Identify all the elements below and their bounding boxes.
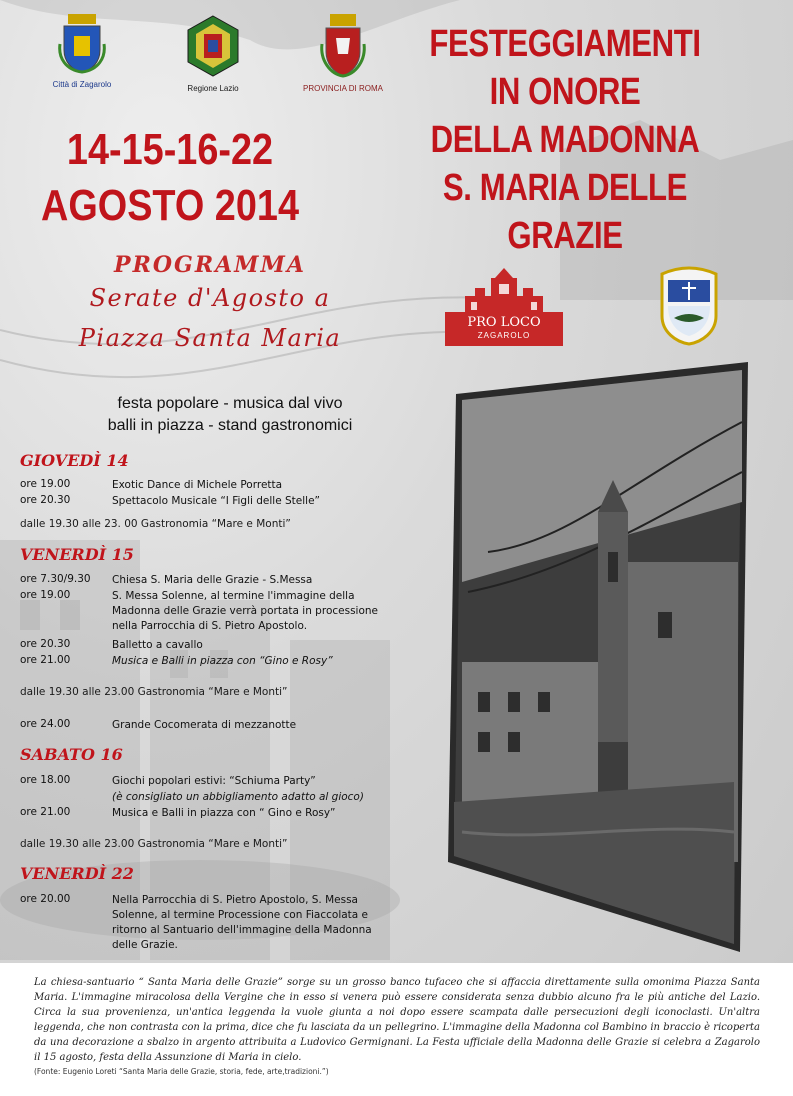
event-time: ore 7.30/9.30 <box>20 573 91 585</box>
footer-source: (Fonte: Eugenio Loreti “Santa Maria delle Grazie, storia, fede, arte,tradizioni.”) <box>34 1067 329 1076</box>
event-text: Balletto a cavallo <box>112 639 203 651</box>
event-time: ore 19.00 <box>20 478 71 490</box>
event-text: Grande Cocomerata di mezzanotte <box>112 719 297 731</box>
proloco-name: PRO LOCO <box>467 315 541 330</box>
event-text: Musica e Balli in piazza con “ Gino e Rosy” <box>112 807 336 819</box>
title-line-4: S. MARIA DELLE GRAZIE <box>442 167 688 257</box>
title-line-1: FESTEGGIAMENTI <box>429 23 701 65</box>
dates-line-2: AGOSTO 2014 <box>40 181 299 230</box>
event-text: (è consigliato un abbigliamento adatto al gioco) <box>112 791 364 803</box>
title-line-2: IN ONORE <box>489 71 641 113</box>
event-time: ore 18.00 <box>20 774 71 786</box>
zagarolo-emblem <box>42 14 122 89</box>
gastronomia-line: dalle 19.30 alle 23.00 Gastronomia “Mare e Monti” <box>20 838 288 850</box>
proloco-logo <box>445 268 563 346</box>
event-time: ore 21.00 <box>20 654 71 666</box>
festa-line-1: festa popolare - musica dal vivo <box>117 395 343 412</box>
zagarolo-crest-icon <box>58 14 106 74</box>
event-text: Giochi popolari estivi: “Schiuma Party” <box>112 775 316 787</box>
festa-line-2: balli in piazza - stand gastronomici <box>107 417 353 434</box>
event-text: Musica e Balli in piazza con “Gino e Rosy” <box>112 655 333 667</box>
roma-crest-icon <box>318 14 368 78</box>
festival-dates <box>32 122 307 234</box>
title-line-3: DELLA MADONNA <box>430 119 700 161</box>
lazio-emblem <box>178 14 248 93</box>
programma-line-1: Serate d'Agosto a <box>89 284 331 312</box>
roma-emblem <box>298 14 388 93</box>
programma-heading <box>30 252 390 358</box>
day-heading-venerdi-15: VENERDÌ 15 <box>20 545 134 564</box>
event-time: ore 19.00 <box>20 589 71 601</box>
day-heading-giovedi: GIOVEDÌ 14 <box>20 451 129 470</box>
event-time: ore 24.00 <box>20 718 71 730</box>
festa-description <box>60 393 400 437</box>
event-text: Spettacolo Musicale “I Figli delle Stelle” <box>112 495 320 507</box>
lazio-caption: Regione Lazio <box>187 84 239 93</box>
roma-caption: PROVINCIA DI ROMA <box>302 84 383 93</box>
zagarolo-caption: Città di Zagarolo <box>52 80 112 89</box>
festival-title <box>397 20 733 260</box>
gastronomia-line: dalle 19.30 alle 23. 00 Gastronomia “Mare e Monti” <box>20 518 291 530</box>
event-time: ore 20.30 <box>20 494 71 506</box>
madonna-crest-icon <box>658 266 720 346</box>
programma-line-2: Piazza Santa Maria <box>78 324 342 352</box>
day-heading-venerdi-22: VENERDÌ 22 <box>20 864 134 883</box>
event-time: ore 20.30 <box>20 638 71 650</box>
dates-line-1: 14-15-16-22 <box>66 125 274 174</box>
event-text: Exotic Dance di Michele Porretta <box>112 479 283 491</box>
church-photo-image <box>448 362 748 952</box>
event-text: Chiesa S. Maria delle Grazie - S.Messa <box>112 574 313 586</box>
church-photo <box>448 362 748 952</box>
event-text: S. Messa Solenne, al termine l'immagine della Madonna delle Grazie verrà portata in processione nella Parrocchia di S. Pietro Apostolo. <box>112 590 378 632</box>
programma-label: PROGRAMMA <box>114 252 306 278</box>
event-time: ore 20.00 <box>20 893 71 905</box>
lazio-crest-icon <box>184 14 242 78</box>
proloco-city: ZAGAROLO <box>477 331 531 340</box>
gastronomia-line: dalle 19.30 alle 23.00 Gastronomia “Mare e Monti” <box>20 686 288 698</box>
footer-history-text: La chiesa-santuario “ Santa Maria delle Grazie” sorge su un grosso banco tufaceo che si affaccia direttamente sulla omonima Piazza Santa Maria. L'immagine miracolosa della Vergine che in esso si venera può essere considerata senza dubbio alcuno fra le più antiche del Lazio. Circa la sua provenienza, un'antica leggenda la vuole giunta a noi dopo essere scampata dalle persecuzioni degli iconoclasti. Un'altra leggenda, che non contrasta con la prima, dice che fu lasciata da un pellegrino. L'immagine della Madonna col Bambino in braccio è ricoperta da una decorazione a sbalzo in argento attribuita a Ludovico Germignani. La Festa ufficiale della Madonna delle Grazie si celebra a Zagarolo il 15 agosto, festa della Assunzione di Maria in cielo. <box>34 977 760 1063</box>
day-heading-sabato: SABATO 16 <box>20 745 123 764</box>
footer <box>0 963 793 1096</box>
event-time: ore 21.00 <box>20 806 71 818</box>
event-text: Nella Parrocchia di S. Pietro Apostolo, S. Messa Solenne, al termine Processione con Fiaccolata e ritorno al Santuario dell'immagine della Madonna delle Grazie. <box>112 894 372 951</box>
